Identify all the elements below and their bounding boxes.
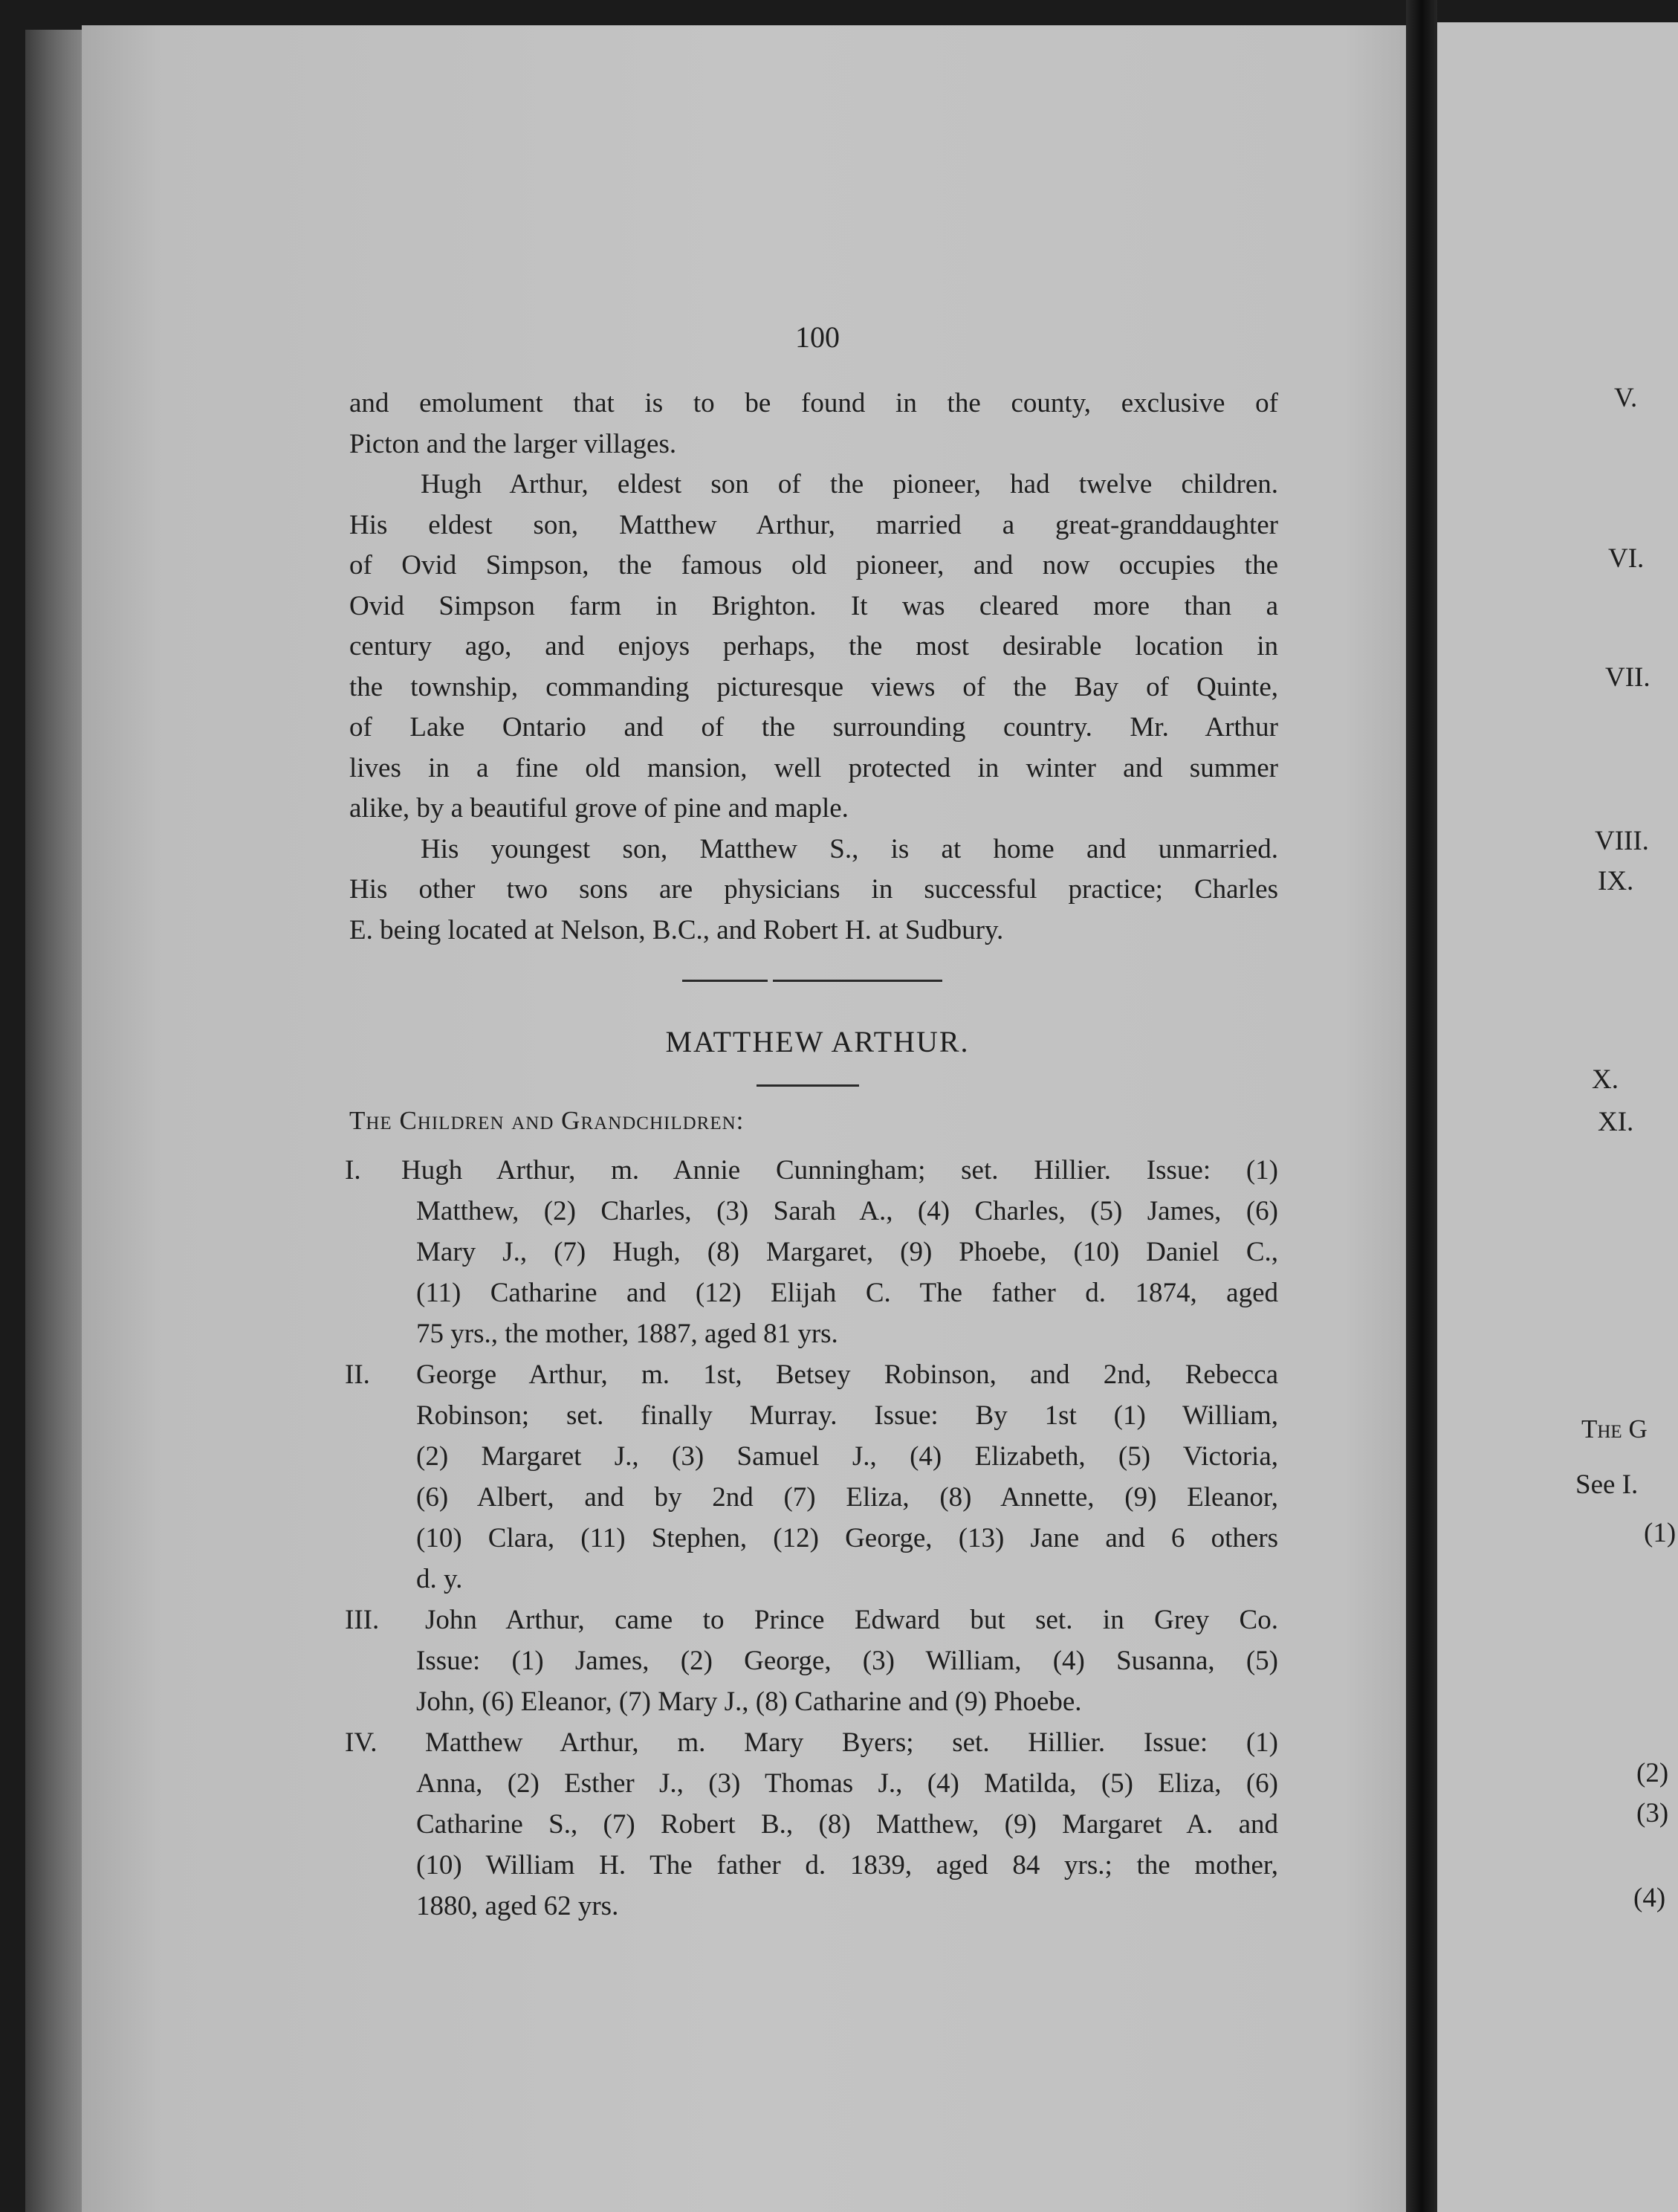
text-line: Catharine S., (7) Robert B., (8) Matthew, (9) Margaret A. and — [416, 1809, 1278, 1840]
list-item — [342, 1150, 1278, 1354]
text-line: Matthew Arthur, m. Mary Byers; set. Hillier. Issue: (1) — [425, 1727, 1278, 1758]
text-line: E. being located at Nelson, B.C., and Robert H. at Sudbury. — [349, 914, 1004, 945]
roman-numeral: II. — [345, 1359, 370, 1390]
text-line: 1880, aged 62 yrs. — [416, 1891, 619, 1921]
text-line: His eldest son, Matthew Arthur, married a great-granddaughter — [349, 509, 1278, 540]
title-underline — [757, 1084, 859, 1087]
fragment-text: XI. — [1598, 1107, 1634, 1137]
text-line: John, (6) Eleanor, (7) Mary J., (8) Catharine and (9) Phoebe. — [416, 1687, 1082, 1717]
book-gutter — [1406, 0, 1437, 2212]
fragment-text: IX. — [1598, 866, 1634, 896]
page-stack-edge — [25, 30, 91, 2212]
roman-numeral: III. — [345, 1605, 380, 1635]
children-list — [342, 1150, 1278, 1927]
text-line: Issue: (1) James, (2) George, (3) William, (4) Susanna, (5) — [416, 1646, 1278, 1676]
text-line: (11) Catharine and (12) Elijah C. The father d. 1874, aged — [416, 1278, 1278, 1308]
text-line: Hugh Arthur, m. Annie Cunningham; set. Hillier. Issue: (1) — [401, 1155, 1278, 1186]
text-line: alike, by a beautiful grove of pine and maple. — [349, 793, 849, 824]
text-line: and emolument that is to be found in the county, exclusive of — [349, 388, 1278, 418]
text-line: His other two sons are physicians in successful practice; Charles — [349, 874, 1278, 905]
text-line: George Arthur, m. 1st, Betsey Robinson, and 2nd, Rebecca — [416, 1359, 1278, 1390]
text-line: of Ovid Simpson, the famous old pioneer, and now occupies the — [349, 550, 1278, 581]
fragment-text: (1) — [1644, 1518, 1677, 1548]
text-line: d. y. — [416, 1564, 463, 1594]
list-item — [342, 1600, 1278, 1722]
list-item — [342, 1722, 1278, 1927]
roman-numeral: I. — [345, 1155, 361, 1186]
fragment-text: See I. — [1575, 1469, 1639, 1500]
subheading: The Children and Grandchildren: — [349, 1106, 745, 1135]
text-line: John Arthur, came to Prince Edward but set. in Grey Co. — [425, 1605, 1278, 1635]
text-line: Mary J., (7) Hugh, (8) Margaret, (9) Phoebe, (10) Daniel C., — [416, 1237, 1278, 1267]
fragment-text: (3) — [1636, 1798, 1669, 1828]
text-line: century ago, and enjoys perhaps, the most desirable location in — [349, 631, 1278, 662]
text-line: Anna, (2) Esther J., (3) Thomas J., (4) Matilda, (5) Eliza, (6) — [416, 1768, 1278, 1799]
text-line: (6) Albert, and by 2nd (7) Eliza, (8) Annette, (9) Eleanor, — [416, 1482, 1278, 1513]
fragment-text: VI. — [1608, 543, 1645, 574]
intro-text — [349, 384, 1278, 951]
text-line: the township, commanding picturesque views of the Bay of Quinte, — [349, 671, 1278, 702]
text-line: Picton and the larger villages. — [349, 428, 677, 459]
fragment-text: VII. — [1605, 662, 1651, 693]
fragment-text: VIII. — [1595, 826, 1649, 856]
text-line: Matthew, (2) Charles, (3) Sarah A., (4) Charles, (5) James, (6) — [416, 1196, 1278, 1226]
text-line: Hugh Arthur, eldest son of the pioneer, had twelve children. — [421, 469, 1278, 499]
section-title: MATTHEW ARTHUR. — [665, 1025, 970, 1058]
fragment-text: V. — [1614, 383, 1638, 413]
roman-numeral: IV. — [345, 1727, 378, 1758]
section-divider — [682, 980, 942, 982]
fragment-text: (2) — [1636, 1758, 1669, 1788]
text-line: (10) William H. The father d. 1839, aged 84 yrs.; the mother, — [416, 1850, 1278, 1880]
text-line: Robinson; set. finally Murray. Issue: By 1st (1) William, — [416, 1400, 1278, 1431]
page-number: 100 — [795, 320, 840, 354]
text-line: 75 yrs., the mother, 1887, aged 81 yrs. — [416, 1319, 838, 1349]
text-line: of Lake Ontario and of the surrounding country. Mr. Arthur — [349, 712, 1278, 743]
text-line: lives in a fine old mansion, well protected in winter and summer — [349, 752, 1278, 783]
text-line: His youngest son, Matthew S., is at home and unmarried. — [421, 833, 1278, 864]
fragment-text: (4) — [1633, 1883, 1666, 1913]
text-line: (10) Clara, (11) Stephen, (12) George, (13) Jane and 6 others — [416, 1523, 1278, 1553]
fragment-text: X. — [1592, 1064, 1619, 1095]
fragment-text: The G — [1581, 1414, 1648, 1443]
list-item — [342, 1354, 1278, 1600]
text-line: Ovid Simpson farm in Brighton. It was cleared more than a — [349, 590, 1278, 621]
text-line: (2) Margaret J., (3) Samuel J., (4) Elizabeth, (5) Victoria, — [416, 1441, 1278, 1472]
